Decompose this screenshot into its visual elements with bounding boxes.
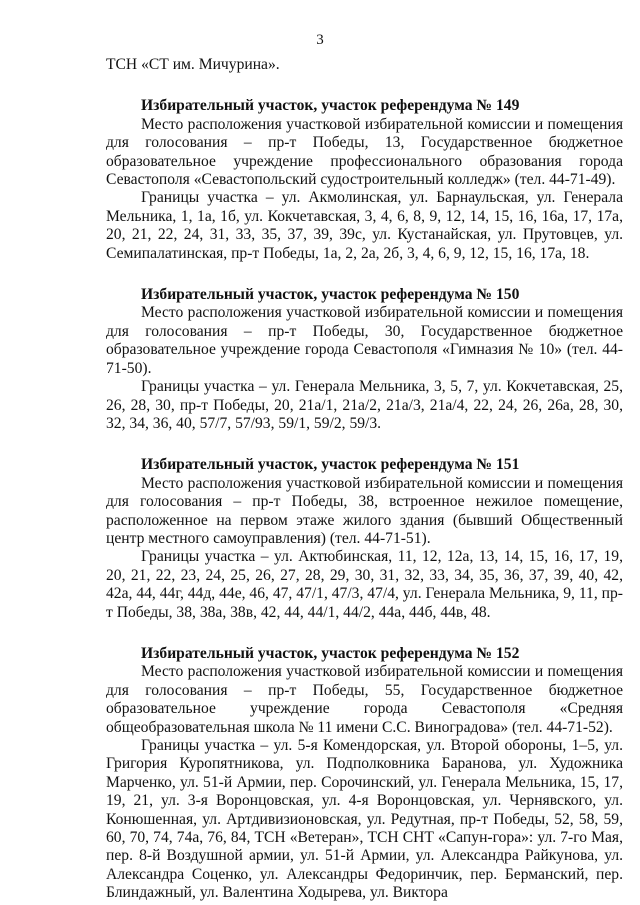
- section-heading-150: Избирательный участок, участок референдума № 150: [141, 286, 520, 304]
- section-location-152: Место расположения участковой избирательной комиссии и помещения для голосования – пр-т Победы, 55, Государственное бюджетное образовательное учреждение города Севастополя «Средняя общеобразовательная школа № 11 имени С.С. Виноградова» (тел. 44-71-52).: [106, 663, 623, 736]
- section-heading-151: Избирательный участок, участок референдума № 151: [141, 456, 520, 474]
- lead-text: ТСН «СТ им. Мичурина».: [106, 56, 280, 73]
- page-number: 3: [316, 32, 324, 48]
- section-borders-152: Границы участка – ул. 5-я Комендорская, ул. Второй обороны, 1–5, ул. Григория Куропятникова, ул. Подполковника Баранова, ул. Художника Марченко, ул. 51-й Армии, пер. Сорочинский, ул. Генерала Мельника, 15, 17, 19, 21, ул. 3-я Воронцовская, ул. 4-я Воронцовская, ул. Чернявского, ул. Конюшенная, ул. Артдивизионовская, ул. Редутная, пр-т Победы, 52, 58, 59, 60, 70, 74, 74а, 76, 84, ТСН «Ветеран», ТСН СНТ «Сапун-гора»: ул. 7-го Мая, пер. 8-й Воздушной армии, ул. 51-й Армии, ул. Александра Райкунова, ул. Александра Соценко, ул. Александры Федоринчик, пер. Берманский, пер. Блиндажный, ул. Валентина Ходырева, ул. Виктора: [106, 737, 623, 902]
- section-location-149: Место расположения участковой избирательной комиссии и помещения для голосования – пр-т Победы, 13, Государственное бюджетное образовательное учреждение профессионального образования города Севастополя «Севастопольский судостроительный колледж» (тел. 44-71-49).: [106, 115, 623, 189]
- section-borders-149: Границы участка – ул. Акмолинская, ул. Барнаульская, ул. Генерала Мельника, 1, 1а, 1б, ул. Кокчетавская, 3, 4, 6, 8, 9, 12, 14, 15, 16, 16а, 17, 17а, 20, 21, 22, 24, 31, 33, 35, 37, 39, 39с, ул. Кустанайская, ул. Прутовцев, ул. Семипалатинская, пр-т Победы, 1а, 2, 2а, 2б, 3, 4, 6, 9, 12, 15, 16, 17а, 18.: [106, 189, 623, 262]
- section-borders-150: Границы участка – ул. Генерала Мельника, 3, 5, 7, ул. Кокчетавская, 25, 26, 28, 30, пр-т Победы, 20, 21а/1, 21а/2, 21а/3, 21а/4, 22, 24, 26, 26а, 28, 30, 32, 34, 36, 40, 57/7, 57/93, 59/1, 59/2, 59/3.: [106, 378, 623, 432]
- section-borders-151: Границы участка – ул. Актюбинская, 11, 12, 12а, 13, 14, 15, 16, 17, 19, 20, 21, 22, 23, 24, 25, 26, 27, 28, 29, 30, 31, 32, 33, 34, 35, 36, 37, 39, 40, 42, 42а, 44, 44г, 44д, 44е, 46, 47, 47/1, 47/3, 47/4, ул. Генерала Мельника, 9, 11, пр-т Победы, 38, 38а, 38в, 42, 44, 44/1, 44/2, 44а, 44б, 44в, 48.: [106, 548, 623, 621]
- section-heading-149: Избирательный участок, участок референдума № 149: [141, 97, 520, 115]
- section-heading-152: Избирательный участок, участок референдума № 152: [141, 644, 520, 662]
- document-body: [106, 56, 623, 903]
- section-location-151: Место расположения участковой избирательной комиссии и помещения для голосования – пр-т Победы, 38, встроенное нежилое помещение, расположенное на первом этаже жилого здания (бывший Общественный центр местного самоуправления) (тел. 44-71-51).: [106, 474, 623, 547]
- section-location-150: Место расположения участковой избирательной комиссии и помещения для голосования – пр-т Победы, 30, Государственное бюджетное образовательное учреждение города Севастополя «Гимназия № 10» (тел. 44-71-50).: [106, 304, 623, 377]
